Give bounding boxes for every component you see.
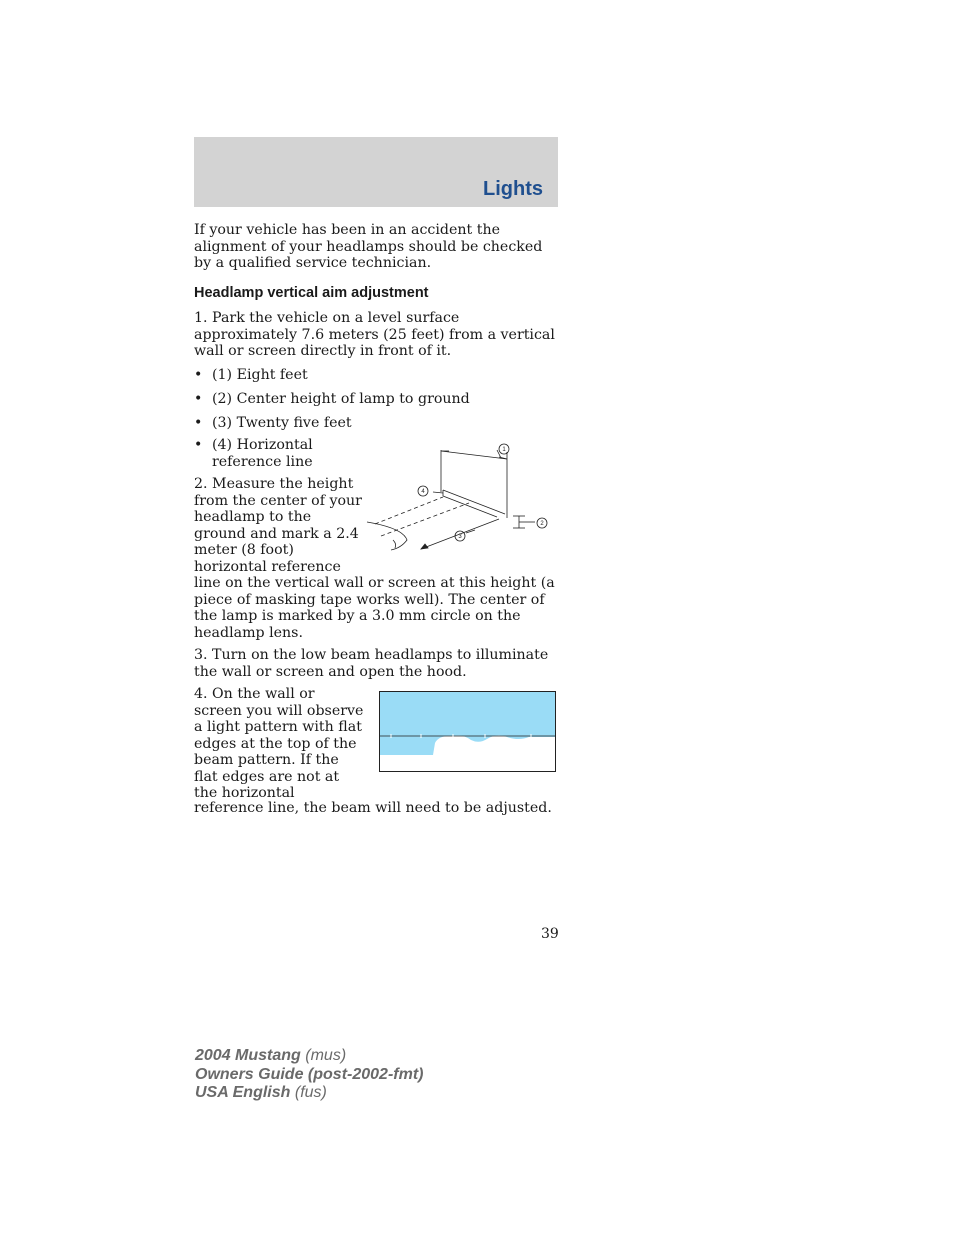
bullet-text: (2) Center height of lamp to ground xyxy=(212,391,470,407)
step-2-line: ground and mark a 2.4 xyxy=(194,525,359,542)
diagram-line xyxy=(393,540,396,548)
intro-paragraph: If your vehicle has been in an accident the alignment of your headlamps should be checked by a qualified service technician. xyxy=(194,222,543,271)
step-2-line: meter (8 foot) xyxy=(194,542,294,558)
bullet-dot: • xyxy=(194,391,203,407)
diagram-line xyxy=(367,522,407,550)
bullet-dot: • xyxy=(194,415,203,431)
step-2-line: 2. Measure the height xyxy=(194,476,354,492)
callout-3-label: 3 xyxy=(458,534,462,540)
step-4-line: the horizontal xyxy=(194,785,295,801)
diagram-line xyxy=(441,451,507,459)
callout-4-label: 4 xyxy=(421,489,425,495)
bullet-dot: • xyxy=(194,437,203,453)
callout-1-label: 1 xyxy=(502,447,506,453)
step-3-paragraph: 3. Turn on the low beam headlamps to illuminate the wall or screen and open the hood. xyxy=(194,647,549,680)
footer-line-2: Owners Guide (post-2002-fmt) xyxy=(195,1065,424,1083)
step-4-line: screen you will observe xyxy=(194,702,364,719)
step-4-line: a light pattern with flat xyxy=(194,719,362,735)
diagram-line xyxy=(375,497,443,524)
step-2-line: horizontal reference xyxy=(194,558,341,575)
footer-line-1: 2004 Mustang (mus) xyxy=(195,1047,347,1064)
section-heading: Headlamp vertical aim adjustment xyxy=(194,285,429,301)
bullet-text: (4) Horizontal xyxy=(212,437,313,453)
headlamp-aim-diagram xyxy=(365,440,555,555)
bullet-text: (3) Twenty five feet xyxy=(212,415,352,431)
page-number: 39 xyxy=(541,926,559,942)
diagram-line xyxy=(443,490,505,514)
document-footer xyxy=(195,1047,423,1103)
diagram-line xyxy=(381,503,469,536)
diagram-line xyxy=(421,544,428,549)
step-4-line: 4. On the wall or xyxy=(194,686,315,702)
step-4-continuation: reference line, the beam will need to be adjusted. xyxy=(194,800,552,816)
bullet-text: reference line xyxy=(212,453,313,470)
beam-pattern-diagram xyxy=(379,691,556,772)
step-2-continuation: line on the vertical wall or screen at this height (a piece of masking tape works well). The center of the lamp is marked by a 3.0 mm circle on the headlamp lens. xyxy=(194,575,555,641)
step-4-line: flat edges are not at xyxy=(194,768,340,785)
footer-line-3: USA English (fus) xyxy=(195,1084,327,1101)
step-4-line: edges at the top of the xyxy=(194,735,357,752)
step-2-line: headlamp to the xyxy=(194,509,312,525)
section-title: Lights xyxy=(483,178,543,200)
diagram-line xyxy=(443,496,497,517)
diagram-line xyxy=(433,492,443,493)
section-header-band xyxy=(194,137,558,207)
bullet-dot: • xyxy=(194,367,203,383)
bullet-text: (1) Eight feet xyxy=(212,367,308,383)
step-2-line: from the center of your xyxy=(194,492,362,509)
step-1-paragraph: 1. Park the vehicle on a level surface approximately 7.6 meters (25 feet) from a vertical wall or screen directly in front of it. xyxy=(194,310,555,359)
step-4-line: beam pattern. If the xyxy=(194,752,339,768)
callout-2-label: 2 xyxy=(540,521,544,527)
diagram-line xyxy=(497,450,501,458)
